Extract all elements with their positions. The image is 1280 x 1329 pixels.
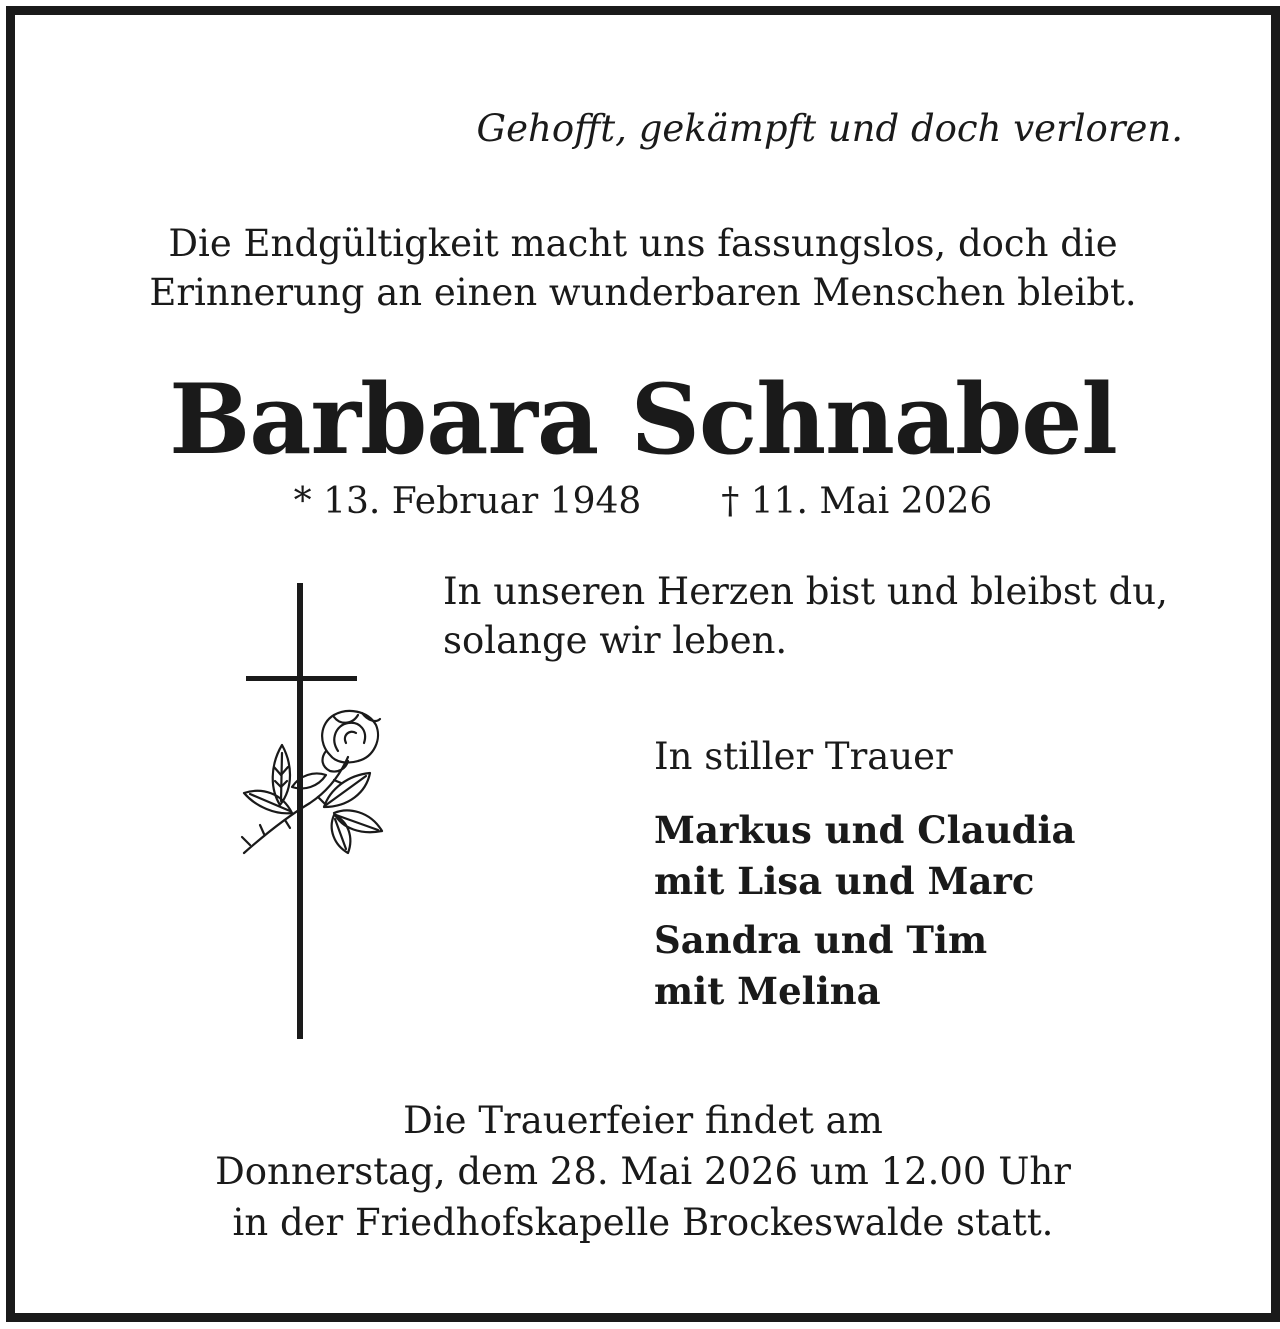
- family-group: [654, 915, 1076, 1017]
- intro-line: Die Endgültigkeit macht uns fassungslos, doch die: [168, 222, 1118, 265]
- birth-date: * 13. Februar 1948: [293, 481, 642, 522]
- intro-text: [15, 219, 1271, 317]
- life-dates: [15, 481, 1271, 522]
- cross-icon: [230, 575, 390, 1045]
- family-list: [654, 805, 1076, 1025]
- ceremony-line: Donnerstag, dem 28. Mai 2026 um 12.00 Uhr: [215, 1150, 1071, 1193]
- ceremony-line: Die Trauerfeier findet am: [403, 1099, 883, 1142]
- ceremony-line: in der Friedhofskapelle Brockeswalde statt.: [232, 1201, 1054, 1244]
- family-line: mit Lisa und Marc: [654, 859, 1035, 903]
- intro-line: Erinnerung an einen wunderbaren Menschen bleibt.: [149, 271, 1137, 314]
- death-date: † 11. Mai 2026: [721, 481, 993, 522]
- verse: [443, 567, 1168, 665]
- family-group: [654, 805, 1076, 907]
- deceased-name: Barbara Schnabel: [169, 363, 1117, 476]
- family-line: Markus und Claudia: [654, 808, 1076, 852]
- mourning-label: In stiller Trauer: [654, 735, 953, 778]
- obituary-frame: [6, 6, 1280, 1322]
- verse-line: solange wir leben.: [443, 619, 788, 662]
- verse-line: In unseren Herzen bist und bleibst du,: [443, 570, 1168, 613]
- family-line: mit Melina: [654, 969, 881, 1013]
- rose-icon: [242, 711, 382, 853]
- ceremony-info: [15, 1095, 1271, 1248]
- family-line: Sandra und Tim: [654, 918, 988, 962]
- motto: Gehofft, gekämpft und doch verloren.: [476, 107, 1183, 150]
- cross-with-rose: [230, 575, 390, 1045]
